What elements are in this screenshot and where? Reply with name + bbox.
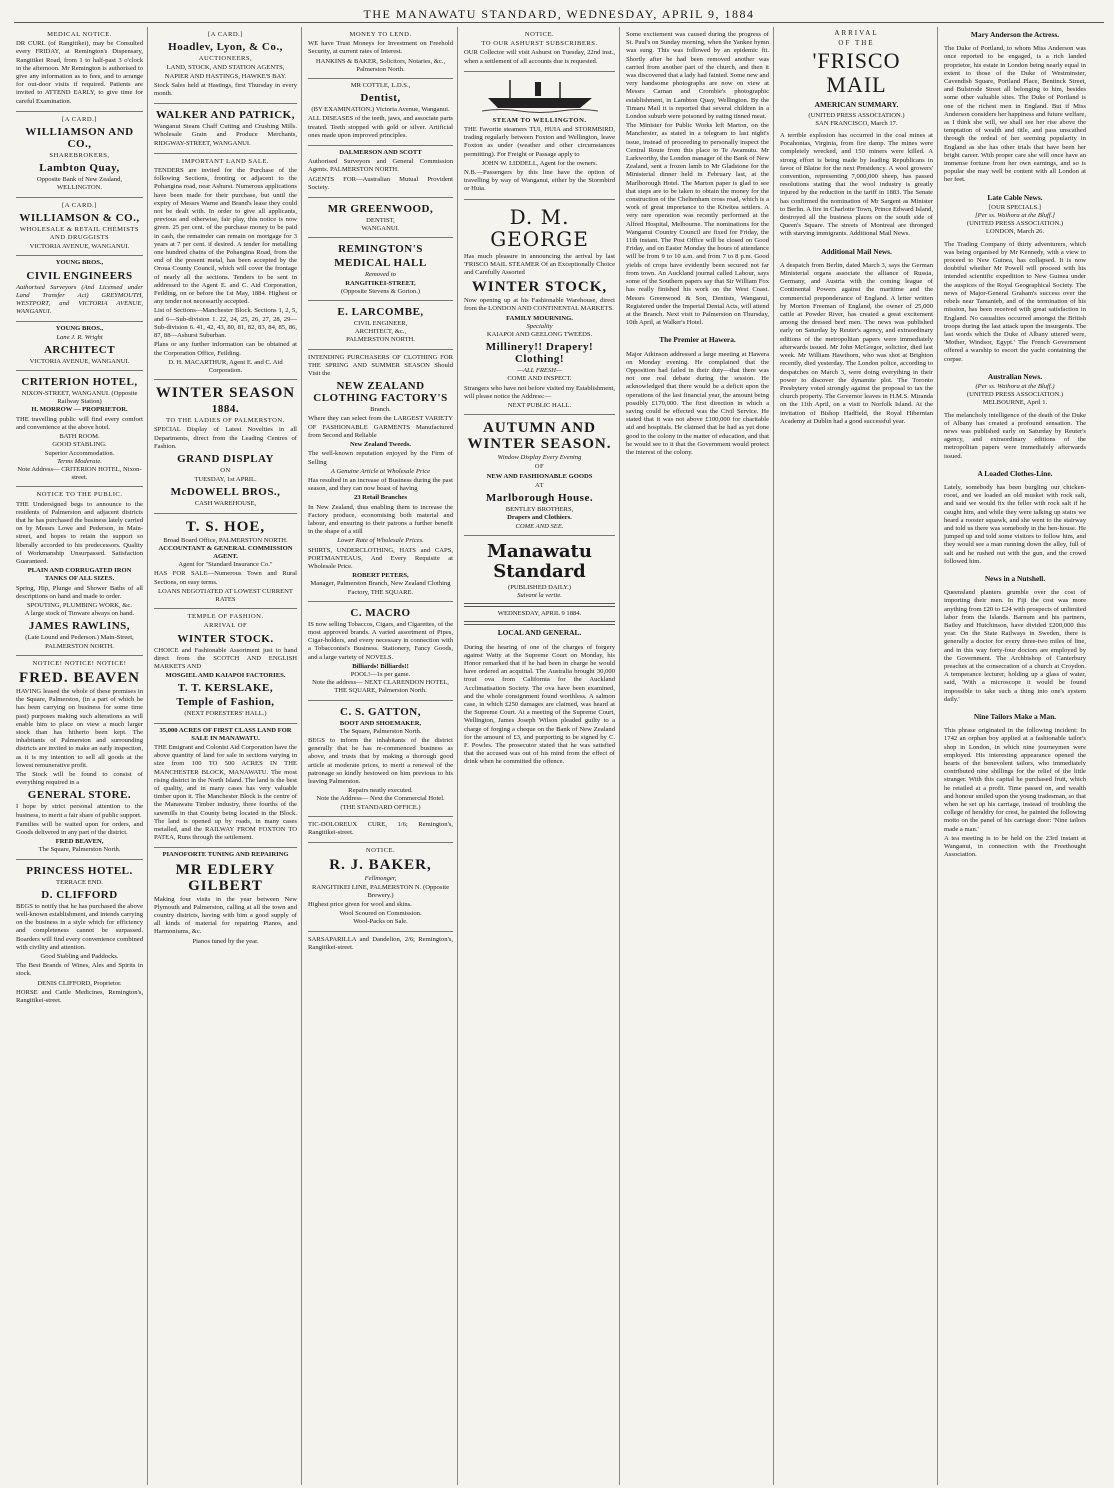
temple-body: CHOICE and Fashionable Assortment just to hand direct from the SCOTCH AND ENGLISH MARKETS AND	[154, 646, 297, 670]
anderson-body: The Duke of Portland, to whom Miss Anderson was once reported to be engaged, is a rich landed proprietor, his estate in London being nearly equal in extent to those of the Duke of Westminster, Cavendish Square, Portland Place, Bentinck Street, and Bulstrode Street all belonging to him, besides some other valuable sites. The Duke of Portland is one of the richest men in England. But if Miss Anderson considers her happiness and future welfare, as I think she will, we shall see her rise above the temptation of wealth and title, and pass unscathed through the ordeal of her seeming popularity in England as she has other trials that have been her bright career. With proper care she will once have an immense fortune from her own earnings, and so is popular she may well be content with all London at her feet.	[944, 45, 1086, 184]
ashurst-title: NOTICE.	[524, 31, 555, 38]
american-summary-article	[780, 128, 933, 244]
dalmerson-name: DALMERSON AND SCOTT	[339, 149, 422, 157]
nz-branches: 23 Retail Branches	[353, 494, 408, 502]
card-label: [A CARD.]	[62, 201, 97, 209]
paper-date: WEDNESDAY, APRIL 9 1884.	[497, 610, 582, 618]
land-title: IMPORTANT LAND SALE.	[181, 157, 270, 165]
loaded-heading: A Loaded Clothes-Line.	[977, 468, 1053, 478]
winter-grand-display: GRAND DISPLAY	[177, 452, 274, 465]
late-cable-place: LONDON, March 26.	[985, 228, 1045, 236]
frisco-mail-title: 'FRISCO MAIL	[812, 48, 901, 98]
young-architect-ad	[16, 322, 143, 371]
gatton-ad	[308, 701, 453, 817]
australian-assoc: (UNITED PRESS ASSOCIATION.)	[966, 391, 1064, 399]
bentley-come: COME AND SEE.	[515, 522, 564, 530]
nutshell-body: Queensland planters grumble over the cost of importing their men. In Fiji the cost was more anything from £20 to £24 with prospects of unlimited labor from the Islands. Barnum and his partners, Bailey and Hutchinson, have divided £200,000 this year. On the State Railways in Sweden, there is generally a doctor for every three-two miles of line, and in this way forty-four doctors are employed by the Government. The Archbishop of Canterbury preaches at the consecration of a church at Croydon. A temperance lecturer, holding up a glass of water, said, 'With a microscope it would be found impossible to take such a thing into one's system daily.'	[944, 589, 1086, 703]
dalmerson-body: Authorised Surveyors and General Commission Agents. PALMERSTON NORTH.	[308, 158, 453, 174]
piano-name: MR EDLERY GILBERT	[175, 861, 276, 894]
additional-mail-body: A despatch from Berlin, dated March 3, says the German Ministerial organs associate the alliance of Russia, Germany, and Austria with the coming league of Continental Powers against the maritime and the commercial preponderance of England. A letter written by Morton Freeman of England, the owner of 25,000 cattle at Powder River, has created a great excitement among the dressed beef men. The news was published early on Saturday by Reuter's agency, and extraordinary editions of the metropolitan papers were immediately afterwards issued. Mr John McGregor, solicitor, died last week. Mr William Hawthorn, who was shot at Brighton recently, died yesterday. The London police, according to despatches on March 3, were doing everything in their power to discover the dynamite plot. The Toronto Presbytery voted strongly against the proposal to tax the church property. The Governor leaves in H.M.S. Miranda on the 11th April, on a visit to Norfolk Island. At the invitation of Bishop Hadfield, the Royal Hibernian Academy at Dublin had a good successful year.	[780, 261, 933, 425]
remington-street: RANGITIKEI-STREET,	[345, 279, 416, 287]
nz-intending: INTENDING PURCHASERS OF CLOTHING FOR THE SPRING AND SUMMER SEASON Should Visit the	[308, 353, 453, 378]
notice-spring: Spring, Hip, Plunge and Shower Baths of all descriptions on hand and made to order.	[16, 584, 143, 600]
gatton-note: Note the Address— Next the Commercial Hotel. (THE STANDARD OFFICE.)	[316, 795, 445, 811]
young2-address: VICTORIA AVENUE, WANGANUI.	[29, 357, 130, 365]
nz-shirts: SHIRTS, UNDERCLOTHING, HATS and CAPS, PORTMANTEAUS, And Every Requisite at Wholesale Price.	[308, 546, 453, 570]
winter-body: SPECIAL Display of Latest Novelties in all Departments, direct from the Leading Centres of Fashion.	[154, 426, 297, 450]
tea-meeting: A tea meeting is to be held on the 23rd instant at Wanganui, in connection with the Freethought Association.	[944, 834, 1086, 859]
temple-mosgiel: MOSGIEL AMD KAIAPOI FACTORIES.	[165, 672, 286, 680]
williamson-place: Lambton Quay,	[39, 162, 120, 175]
nz-signature: ROBERT PETERS,	[352, 572, 409, 580]
ashurst-sub: TO OUR ASHURST SUBSCRIBERS.	[481, 40, 598, 48]
autumn-of: OF	[534, 463, 545, 471]
remington-hall: MEDICAL HALL	[334, 257, 427, 270]
winter-to: TO THE LADIES OF PALMERSTON.	[166, 417, 285, 425]
macro-billiards: Billiards! Billiards!!	[352, 662, 409, 670]
larcombe-name: E. LARCOMBE,	[337, 306, 424, 319]
notice-to-public-ad	[16, 487, 143, 655]
australian-place: MELBOURNE, April 1.	[982, 399, 1048, 407]
fred-beaven-ad	[16, 656, 143, 860]
double-rule	[464, 621, 615, 625]
temple-title: TEMPLE OF FASHION.	[187, 613, 264, 621]
walker-body: Wanganui Steam Chaff Cutting and Crushing Mills. Wholesale Grain and Produce Merchants, RIDGWAY-STREET, WANGANUI.	[154, 123, 297, 147]
greenwood-name: MR GREENWOOD,	[327, 203, 434, 216]
money-title: MONEY TO LEND.	[349, 31, 412, 38]
criterion-bath: BATH ROOM.	[59, 433, 100, 441]
larcombe-role: CIVIL ENGINEER,	[353, 320, 408, 328]
baker-notice: NOTICE.	[365, 847, 396, 855]
late-cable-article	[944, 237, 1086, 369]
column-1	[14, 27, 148, 1485]
piano-tuned: Pianos tuned by the year.	[192, 937, 259, 945]
medical-notice-title: MEDICAL NOTICE.	[47, 31, 112, 38]
greenwood-address: WANGANUI.	[361, 225, 400, 233]
young1-name: YOUNG BROS.,	[55, 259, 104, 267]
column-4	[462, 27, 620, 1485]
nz-resulted: Has resulted in an increase of Business during the past season, and they can now boast of having	[308, 476, 453, 493]
criterion-sub: NIXON-STREET, WANGANUI. (Opposite Railway Station)	[21, 390, 138, 406]
princess-name: D. CLIFFORD	[41, 888, 118, 901]
baker-packs: Wool-Packs on Sale.	[353, 918, 408, 926]
money-lend-ad	[308, 27, 453, 79]
ashurst-notice-ad	[464, 27, 615, 72]
criterion-note: Note Address— CRITERION HOTEL, Nixon-street.	[17, 465, 142, 482]
nz-signature-sub: Manager, Palmerston Branch, New Zealand Clothing Factory, THE SQUARE.	[310, 580, 451, 596]
notice-tanks: PLAIN AND CORRUGATED IRON TANKS OF ALL SIZES.	[27, 567, 132, 583]
tshoe-agent: Agent for "Standard Insurance Co."	[178, 561, 273, 569]
australian-heading: Australian News.	[987, 371, 1043, 381]
temple-address: (NEXT FORESTERS' HALL.)	[184, 710, 267, 718]
macro-name: C. MACRO	[350, 606, 411, 619]
winter-year: 1884.	[211, 403, 240, 416]
young2-name: YOUNG BROS.,	[55, 325, 104, 333]
double-rule	[464, 603, 615, 607]
autumn-house: Marlborough House.	[485, 492, 594, 505]
cottle-dentist-ad	[308, 79, 453, 146]
larcombe-ad	[308, 301, 453, 350]
additional-mail-article	[780, 258, 933, 431]
autumn-window: Window Display Every Evening	[497, 454, 582, 462]
tshoe-body: Broad Board Office, PALMERSTON NORTH.	[163, 536, 288, 544]
george-now: Now opening up at his Fashionable Warehouse, direct from the LONDON AND CONTINENTAL MARKETS.	[464, 297, 615, 313]
additional-mail-heading: Additional Mail News.	[821, 246, 892, 256]
beaven-signature: FRED BEAVEN,	[55, 838, 104, 846]
late-cable-per: [Per ss. Waihora at the Bluff.]	[975, 212, 1055, 220]
late-cable-assoc: (UNITED PRESS ASSOCIATION.)	[966, 220, 1064, 228]
nine-tailors-heading: Nine Tailors Make a Man.	[973, 712, 1057, 722]
dalmerson-agents: AGENTS FOR—Australian Mutual Provident Society.	[308, 175, 453, 191]
baker-ad	[308, 843, 453, 931]
baker-body: Highest price given for wool and skins.	[308, 901, 412, 909]
nz-clothing-ad	[308, 350, 453, 602]
criterion-body: THE travelling public will find every comfort and convenience at the above hotel.	[16, 415, 143, 431]
masthead: THE MANAWATU STANDARD, WEDNESDAY, APRIL 9, 1884	[14, 6, 1104, 23]
gatton-body: BEGS to inform the inhabitants of the district generally that he has re-commenced business as above, and trusts that by making a thorough good article at moderate prices, to merit a renewal of the patronage so kindly bestowed on him previous to his leaving Palmerston.	[308, 736, 453, 785]
gatton-role: BOOT AND SHOEMAKER,	[339, 719, 422, 727]
local-general-body: During the hearing of one of the charges of forgery against Watty at the Supreme Court on Monday, his Honor remarked that if he had been in charge he would have ordered an acquittal. The Australia brought 30,000 trout ova from California for the Auckland Acclimatisation Society. The ova have been examined, and the whole consignment found worthless. A salmon case, in which £250 damages are claimed, was heard at the Supreme Court. At a meeting of the Supreme Court, Wellington, James Joseph Wilson pleaded guilty to a charge of forging a cheque on the Bank of New Zealand for the amount of £3, and purporting to be signed by C. F. Powles. The prosecutor stated that he was satisfied that the accused was out of his mind from the effect of drink when he committed the offence.	[464, 643, 615, 766]
george-strangers: Strangers who have not before visited my Establishment, will please notice the Address:—	[464, 384, 615, 400]
steam-body: THE Favorite steamers TUI, HUIA and STORMBIRD, trading regularly between Foxton and Wellington, leave Foxton as under (weather and other circumstances permitting). For Freight or Passage apply to	[464, 126, 615, 158]
hoadlev-sub: LAND, STOCK, AND STATION AGENTS, NAPIER AND HASTINGS, HAWKE'S BAY.	[164, 64, 287, 80]
notice-spouting: SPOUTING, PLUMBING WORK, &c.	[26, 601, 132, 609]
nutshell-article	[944, 585, 1086, 709]
columns	[14, 27, 1104, 1485]
george-ad	[464, 200, 615, 416]
nz-tweeds: New Zealand Tweeds.	[349, 441, 412, 449]
princess-title: PRINCESS HOTEL.	[26, 864, 133, 877]
baker-wool: Wool Scoured on Commission.	[339, 910, 422, 918]
criterion-terms: Terms Moderate.	[57, 457, 102, 465]
criterion-title: CRITERION HOTEL,	[21, 376, 138, 389]
young-engineers-ad	[16, 256, 143, 322]
criterion-hotel-ad	[16, 371, 143, 487]
nine-tailors-body: This phrase originated in the following incident: In 1742 an orphan boy applied at a fashionable tailor's shop in London, in which nine journeymen were employed. His interesting appearance opened the hearts of the benevolent tailors, who immediately contributed nine shillings for the relief of the little stranger. With this capital he purchased fruit, which he retailed at a profit. Time passed on, and wealth and honour smiled upon the young tradesman, so that when he set up his carriage, instead of troubling the college of heraldry for crest, he painted the following motto on the panel of his carriage door: 'Nine tailors made a man.'	[944, 727, 1086, 833]
late-cable-body: The Trading Company of thirty adventurers, which was being organised by Mr Kennedy, with a view to proceed to New Guinea, has collapsed. It is now doubtful whether Mr Powell will proceed with his intended scientific expedition to New Guinea under the auspices of the Royal Geographical Society. The news of Major-General Graham's success over the rebels near Tamanieb, and of the termination of his mission, has been received with great satisfaction in England. No casualties occurred amongst the British troops during the last attack upon the insurgents. The last words which the Duke of Albany uttered were, 'Mother, Windsor, Egypt.' The French Government offered a warship to escort the yacht containing the corpse.	[944, 240, 1086, 363]
acres-ad	[154, 724, 297, 849]
gatton-repairs: Repairs neatly executed.	[348, 787, 413, 795]
premier-article	[626, 347, 769, 463]
nine-tailors-article	[944, 723, 1086, 864]
tshoe-sale: HAS FOR SALE—Numerous Town and Rural Sections, on easy terms.	[154, 570, 297, 586]
walker-patrick-ad	[154, 104, 297, 154]
macro-ad	[308, 602, 453, 701]
piano-ad	[154, 848, 297, 949]
temple-fashion-ad	[154, 609, 297, 723]
beaven-stock: The Stock will be found to consist of everything required in a	[16, 771, 143, 787]
premier-body: Major Atkinson addressed a large meeting at Hawera on Monday evening. He complained that the Opposition had failed in their duty—that there was not one real debate during the session. He acknowledged that there would be a deficit upon the operations of the last financial year, the amount being possibly £170,000. The first direction in which a saving could be effected was the Civil Service. He stated that it was not above £100,000 for charitable aid and hospitals. He claimed that he had as yet done good to the colony in the matter of education, and that he would see to it that the Government would protect the interest of the colony.	[626, 350, 770, 456]
late-cable-sub: [OUR SPECIALS.]	[988, 203, 1042, 211]
williamson-name: WILLIAMSON AND CO.,	[25, 126, 134, 151]
local-general-article	[464, 640, 615, 772]
remington-ad	[308, 238, 453, 301]
autumn-at: AT	[534, 481, 545, 489]
column-7	[942, 27, 1090, 1485]
paper-motto: Suivant la verite.	[517, 591, 562, 599]
tshoe-role: ACCOUNTANT & GENERAL COMMISSION AGENT.	[158, 544, 293, 560]
column-3	[306, 27, 458, 1485]
young1-body: Authorised Surveyors (And Licensed under Land Transfer Act) GREYMOUTH, WESTPORT, and VICTORIA AVENUE, WANGANUI.	[16, 283, 143, 316]
medical-notice-ad	[16, 27, 143, 112]
col5-intro: Some excitement was caused during the progress of St. Paul's on Sunday morning, when the Yankee hymn was sung. This was followed by an epidemic fit. Shortly after he had been removed another was carried from another part of the church, and then it was discovered that a lady had fainted. Some new and very handsome photographs are now on view at Messrs Carnan and Crombie's photographic establishment, in Lambton Quay, Wellington. By the Timaru Mail it is reported that several children in a London suburb were poisoned by eating tinned meat.	[626, 31, 769, 121]
nz-genuine: A Genuine Article at Wholesale Price	[330, 467, 431, 475]
column-2	[152, 27, 302, 1485]
macro-body: IS now selling Tobaccos, Cigars, and Cigarettes, of the most approved brands. A varied assortment of Pipes, Cigar-holders, and every necessary in connection with a Tobacconist's Business. Stationery, Fancy Goods, and a large variety of NOVELS.	[308, 620, 453, 661]
autumn-title: AUTUMN AND WINTER SEASON.	[467, 420, 612, 453]
column-5	[624, 27, 774, 1485]
baker-role: Fellmonger,	[364, 875, 397, 883]
anderson-heading: Mary Anderson the Actress.	[970, 30, 1060, 39]
bentley-role: Drapers and Clothiers.	[507, 514, 572, 522]
gatton-address: The Square, Palmerston North.	[339, 727, 422, 735]
sarsaparilla-ad	[308, 932, 453, 957]
american-summary-body: A terrible explosion has occurred in the coal mines at Pocahontas, Virginia, from fire damp. The mines were completely wrecked, and 150 miners were killed. A strong effort is being made by leading Republicans in favor of Blaine for the next Presidency. A wool growers' convention, representing 7,000,000 sheep, has passed resolutions stating that the wool industry is greatly injured by the reduction in the tariff in 1883. The Senate has confirmed the nomination of Mr Sargent as Minister to Berlin. A fire in Charlotte Town, Prince Edward Island, destroyed all the business places on the south side of Queen's Square. The streets of Montreal are thronged with starving immigrants. Additional Mail News.	[780, 132, 933, 238]
loaded-body: Lately, somebody has been burgling our chicken-roost, and we loaded an old musket with rock salt, and said we would fix the feller with rock salt if he caught him, and while they were talking up stairs we heard a rooster squawk, and she went to the stairway and told us there was somebody in the hen-house. He jumped up and told some visitors to follow him, and they would see a man running down the alley, full of salt and he rushed out with the gun, and the crowd followed him.	[944, 483, 1086, 565]
winter-season-ad	[154, 380, 297, 513]
col5-body: The Minister for Public Works left Marton, on the Manchester, as stated in a telegram to last night's issue, instead of proceeding to personally inspect the Central Route from this place to Te Awamutu. Mr Larkworthy, the London manager of the Bank of New Zealand, sent a frozen lamb to Mr Gladstone for the Ministerial dinner held in February last, at the Marlborough Hotel. The Marton paper is glad to see that steps are to be taken to obtain the money for the construction of the Cheltenham cross road, which is a work of great importance to the Kiwitea settlers. A very rare operation was recently performed at the Alfred Hospital, Melbourne. The nominations for the Wanganui Country Council are fixed for Friday, the 11th instant. The Post Office will be closed on Good Friday, and on Easter Monday the hours of attendance will be from 9 to 10 a.m. and from 7 to 8 p.m. Good yields of crops have evidently been secured not far from town. An Auckland journal called Labour, says some of the Southern papers say that Sir William Fox has really finished his work on the West Coast. Messrs Greenwood & Son, Dentists, Wanganui, Registered under the Imperial Dental Acts, will attend at the Branch. Next visit to Palmerston on Thursday, 10th April, at Walker's Hotel.	[626, 122, 769, 327]
steamship-icon	[480, 78, 600, 114]
sarsaparilla: SARSAPARILLA and Dandelion, 2/6; Remington's, Rangitikei-street.	[308, 935, 453, 951]
anderson-article	[944, 41, 1086, 189]
williamson-role: SHAREBROKERS,	[49, 152, 110, 160]
loaded-article	[944, 480, 1086, 571]
paper-published: (PUBLISHED DAILY.)	[508, 583, 571, 591]
temple-signature: T. T. KERSLAKE,	[177, 682, 274, 695]
criterion-proprietor: H. MORROW — PROPRIETOR.	[31, 406, 128, 414]
george-come: COME AND INSPECT.	[507, 375, 572, 383]
beaven-families: Families will be waited upon for orders, and Goods delivered in any part of the district.	[16, 820, 143, 837]
paper-nameplate: Manawatu Standard	[487, 540, 592, 582]
princess-hotel-ad	[16, 860, 143, 1011]
princess-brands: The Best Brands of Wines, Ales and Spirits in stock.	[16, 962, 143, 978]
williamson2-address: VICTORIA AVENUE, WANGANUI.	[29, 243, 130, 251]
acres-body: THE Emigrant and Colonist Aid Corporation have the above quantity of land for sale in sections varying in size from 100 TO 500 ACRES IN THE MANCHESTER BLOCK, MANAWATU. The most rising district in the North Island. The land is the best of quality, and in many cases has very valuable timber upon it. The Manchester Block is the centre of the Manawatu Timber industry, three fourths of the sawmills in that County being located in the Block. The land is opened up by roads, in many cases metalled, and the RAILWAY FROM FOXTON TO PATEA, Runs through the settlement.	[154, 743, 297, 842]
steam-nb: N.B.—Passengers by this line have the option of travelling by way of Wanganui, either by the Stormbird or Huia.	[464, 169, 615, 193]
money-body: WE have Trust Moneys for Investment on Freehold Security, at current rates of Interest.	[308, 40, 453, 56]
princess-stabling: Good Stabling and Paddocks.	[40, 953, 119, 961]
young1-role: CIVIL ENGINEERS	[26, 269, 133, 282]
williamson-chemists-ad	[16, 198, 143, 257]
george-name: D. M. GEORGE	[490, 204, 589, 251]
rawlins-sub: (Late Lound and Pederson.) Main-Street, PALMERSTON NORTH.	[25, 634, 134, 650]
walker-name: WALKER AND PATRICK,	[156, 109, 295, 122]
australian-per: (Per ss. Waihora at the Bluff.)	[975, 382, 1055, 390]
card-label: [A CARD.]	[208, 31, 243, 38]
temple-stock: WINTER STOCK.	[177, 632, 274, 645]
greenwood-ad	[308, 198, 453, 238]
beaven-notice: NOTICE! NOTICE! NOTICE!	[32, 659, 127, 667]
george-fresh: —ALL FRESH—	[517, 367, 562, 375]
tshoe-ad	[154, 514, 297, 610]
acres-title: 35,000 ACRES OF FIRST CLASS LAND FOR SALE IN MANAWATU.	[159, 726, 292, 742]
card-label: [A CARD.]	[62, 115, 97, 123]
temple-arrival: ARRIVAL OF	[203, 622, 248, 630]
cottle-name: MR COTTLE, L.D.S.,	[350, 82, 411, 90]
autumn-new: NEW AND FASHIONABLE GOODS	[486, 472, 593, 480]
land-sale-ad	[154, 154, 297, 380]
george-body: Has much pleasure in announcing the arrival by last 'FRISCO MAIL STEAMER Of an Exceptionally Choice and Carefully Assorted	[464, 252, 615, 277]
tic-doloreux-ad	[308, 817, 453, 843]
nz-branches-body: In New Zealand, thus enabling them to increase the Factory produce, economising both material and labour, and ensuring to their patrons a further benefit in the shape of a still	[308, 503, 453, 536]
notice-body: THE Undersigned begs to announce to the residents of Palmerston and adjacent districts that he has purchased the business lately carried on by Messrs Lowe and Pederson, in Main-street, and hopes to retain the support so liberally accorded to his predecessors. Quality of Workmanship Unsurpassed. Satisfaction Guaranteed.	[16, 500, 143, 565]
macro-note: Note the address— NEXT CLARENDON HOTEL, THE SQUARE, Palmerston North.	[312, 679, 449, 695]
beaven-body: HAVING leased the whole of these premises in the Square, Palmerston, (in a part of which he has been carrying on business for some time past) purposes making such alterations as will enable him to place on view a much larger stock than has hitherto been kept. The inhabitants of Palmerston and surrounding districts are invited to make an early inspection, as it is my intention to sell all goods at the lowest remunerative profit.	[16, 687, 143, 769]
steam-wellington-ad	[464, 72, 615, 200]
piano-body: Making four visits in the year between New Plymouth and Palmerston, calling at all the town and country districts, having with him a good supply of all kinds of material for repairing Pianos, and Harmoniums, &c.	[154, 895, 297, 936]
hoadlev-lyon-ad	[154, 27, 297, 104]
george-next: NEXT PUBLIC HALL.	[507, 402, 572, 410]
princess-sub: TERRACE END.	[56, 878, 103, 886]
premier-heading: The Premier at Hawera.	[659, 335, 736, 345]
george-family: FAMILY MOURNING.	[506, 314, 573, 322]
george-millinery: Millinery!! Drapery! Clothing!	[485, 341, 594, 366]
notice-tinware: A large stock of Tinware always on hand.	[24, 610, 135, 618]
frisco-assoc: (UNITED PRESS ASSOCIATION.)	[808, 111, 905, 119]
tic-doloreux: TIC-DOLOREUX CURE, 1/6; Remington's, Rangitikei-street.	[308, 820, 453, 837]
horse-medicines: HORSE and Cattle Medicines, Remington's, Rangitikei-street.	[16, 988, 143, 1005]
tshoe-name: T. S. HOE,	[185, 518, 266, 535]
australian-body: The melancholy intelligence of the death of the Duke of Albany has created a profound sensation. The news was published early on Saturday by Reuter's agency, and extraordinary editions of the metropolitan papers were immediately afterwards issued.	[944, 411, 1086, 460]
beaven-address: The Square, Palmerston North.	[38, 846, 121, 854]
mcdowell-name: McDOWELL BROS.,	[170, 486, 281, 499]
land-plans: Plans or any further information can be obtained at the Corporation Office, Feilding.	[154, 341, 297, 357]
criterion-stabling: GOOD STABLING.	[52, 441, 107, 449]
macro-pool: POOL!—1s per game.	[350, 670, 411, 678]
princess-signature: DENIS CLIFFORD, Proprietor.	[37, 979, 122, 987]
beaven-name: FRED. BEAVEN	[19, 669, 140, 686]
nz-branch: Branch.	[370, 406, 391, 414]
george-speciality: Speciality	[526, 322, 553, 330]
money-signature: HANKINS & BAKER, Solicitors, Notaries, &c., Palmerston North.	[315, 57, 446, 73]
medical-notice-body: DR CURL (of Rangitikei), may be Consulted every FRIDAY, at Remington's Dispensary, Rangitikei Road, from 1 to half-past 3 o'clock in the afternoon. Mr Remington is authorised to give any information as to fees, and to arrange for out-door visits if required. Patients are invited to ATTEND EARLY, to give time for careful Examination.	[16, 40, 143, 105]
land-body: TENDERS are invited for the Purchase of the following Sections, fronting or adjacent to the Pohangina road, near Ashurst. Numerous applications have been made for their purchase, but until the expiry of Messrs Warne and Brand's lease they could not be dealt with. In order to give all applicants, previous and otherwise, fair play, this notice is now given. 25 per cent. of the purchase money to be paid in cash, the remainder can remain on mortgage for 3 years at 7 per cent. if desired. A tender for metalling one hundred chains of the Pohangina Road, from the end of the present metal, has been accepted by the Oroua County Council, which will cover the frontage of nearly all the sections. Tenders to be sent in addressed to the Agent E. and C. Aid Corporation, Feilding, on or before the 1st May, 1884. Highest or any tender not necessarily accepted.	[154, 167, 297, 306]
hoadlev-role: AUCTIONEERS,	[198, 55, 253, 63]
local-general-heading: LOCAL AND GENERAL.	[497, 628, 582, 638]
princess-body: BEGS to notify that he has purchased the above well-known establishment, and intends carrying on the business in a style which for efficiency and completeness cannot be surpassed. Boarders will find every convenience combined with civility and attention.	[16, 902, 143, 951]
nz-lower: Lower Rate of Wholesale Prices.	[337, 537, 424, 545]
cottle-body: ALL DISEASES of the teeth, jaws, and associate parts treated. Teeth stopped with gold or silver. Artificial ones made upon improved principles.	[308, 115, 453, 139]
winter-on: ON	[220, 466, 231, 474]
late-cable-heading: Late Cable News.	[987, 192, 1043, 202]
young2-role: ARCHITECT	[43, 343, 116, 356]
williamson-sharebrokers-ad	[16, 112, 143, 198]
land-list: List of Sections—Manchester Block. Sections 1, 2, 5, and 6—Sub-division 1. 22, 24, 25, 26, 27, 28, 29—Sub-division 6. 41, 42, 43, 80, 81, 82, 83, 84, 85, 86, 87, 88—Ashurst Suburban.	[154, 307, 297, 340]
williamson2-role: WHOLESALE & RETAIL CHEMISTS AND DRUGGISTS	[19, 225, 140, 242]
temple-name: Temple of Fashion,	[176, 696, 275, 709]
arrival-label: ARRIVAL	[834, 29, 879, 37]
ashurst-body: OUR Collector will visit Ashurst on Tuesday, 22nd inst., when a settlement of all accounts due is requested.	[464, 49, 615, 65]
arrival-of: OF THE	[838, 39, 875, 48]
nz-reputation: The well-known reputation enjoyed by the Firm of Selling	[308, 450, 453, 466]
george-kaiapoi: KAIAPOI AND GEELONG TWEEDS.	[486, 331, 593, 339]
rawlins-name: JAMES RAWLINS,	[28, 620, 131, 633]
hoadlev-body: Stock Sales held at Hastings, first Thursday in every month.	[154, 81, 297, 98]
land-signature: D. H. MACARTHUR, Agent E. and C. Aid Corporation.	[168, 358, 283, 374]
remington-name: REMINGTON'S	[338, 243, 423, 256]
remington-opposite: (Opposite Stevens & Gorton.)	[340, 287, 421, 295]
steam-title: STEAM TO WELLINGTON.	[492, 116, 587, 124]
piano-title: PIANOFORTE TUNING AND REPAIRING	[162, 851, 289, 859]
cottle-role: Dentist,	[360, 92, 401, 105]
mcdowell-sub: CASH WAREHOUSE,	[194, 500, 257, 508]
winter-date: TUESDAY, 1st APRIL.	[194, 476, 257, 484]
williamson-address: Opposite Bank of New Zealand, WELLINGTON.	[36, 176, 123, 192]
column-6	[778, 27, 938, 1485]
gatton-name: C. S. GATTON,	[340, 705, 421, 718]
col5-intro-article	[626, 27, 769, 332]
american-summary-heading: AMERICAN SUMMARY.	[814, 100, 899, 110]
young2-sub: Lane J. R. Wright	[56, 333, 103, 341]
greenwood-role: DENTIST,	[366, 217, 395, 225]
beaven-general-store: GENERAL STORE.	[27, 789, 132, 802]
larcombe-address: PALMERSTON NORTH.	[346, 336, 415, 344]
criterion-accommodation: Superior Accommodation.	[44, 449, 115, 457]
bentley-name: BENTLEY BROTHERS,	[505, 506, 574, 514]
nutshell-heading: News in a Nutshell.	[984, 573, 1046, 583]
williamson2-name: WILLIAMSON & CO.,	[19, 211, 140, 224]
baker-name: R. J. BAKER,	[329, 857, 432, 874]
frisco-place: SAN FRANCISCO, March 17.	[815, 119, 898, 127]
remington-removed: Removed to	[365, 271, 396, 279]
nz-body: Where they can select from the LARGEST VARIETY OF FASHIONABLE GARMENTS Manufactured from Second and Reliable	[308, 415, 453, 439]
larcombe-sub: ARCHITECT, &c.,	[354, 328, 407, 336]
steam-signature: JOHN W. LIDDELL, Agent for the owners.	[481, 159, 598, 167]
cottle-sub: (BY EXAMINATION.) Victoria Avenue, Wanganui.	[311, 106, 450, 114]
winter-title: WINTER SEASON	[155, 385, 296, 402]
beaven-hope: I hope by strict personal attention to the business, to merit a fair share of public support.	[16, 803, 143, 819]
nz-clothing-factory: NEW ZEALAND CLOTHING FACTORY'S	[313, 380, 448, 405]
australian-article	[944, 408, 1086, 466]
dalmerson-scott-ad	[308, 146, 453, 198]
george-winter: WINTER STOCK,	[471, 279, 608, 296]
notice-title: NOTICE TO THE PUBLIC.	[36, 491, 123, 499]
tshoe-loans: LOANS NEGOTIATED AT LOWEST CURRENT RATES	[158, 587, 293, 603]
autumn-winter-ad	[464, 415, 615, 535]
baker-address: RANGITIKEI LINE, PALMERSTON N. (Opposite Brewery.)	[312, 883, 449, 899]
hoadlev-name: Hoadlev, Lyon, & Co.,	[168, 41, 283, 54]
